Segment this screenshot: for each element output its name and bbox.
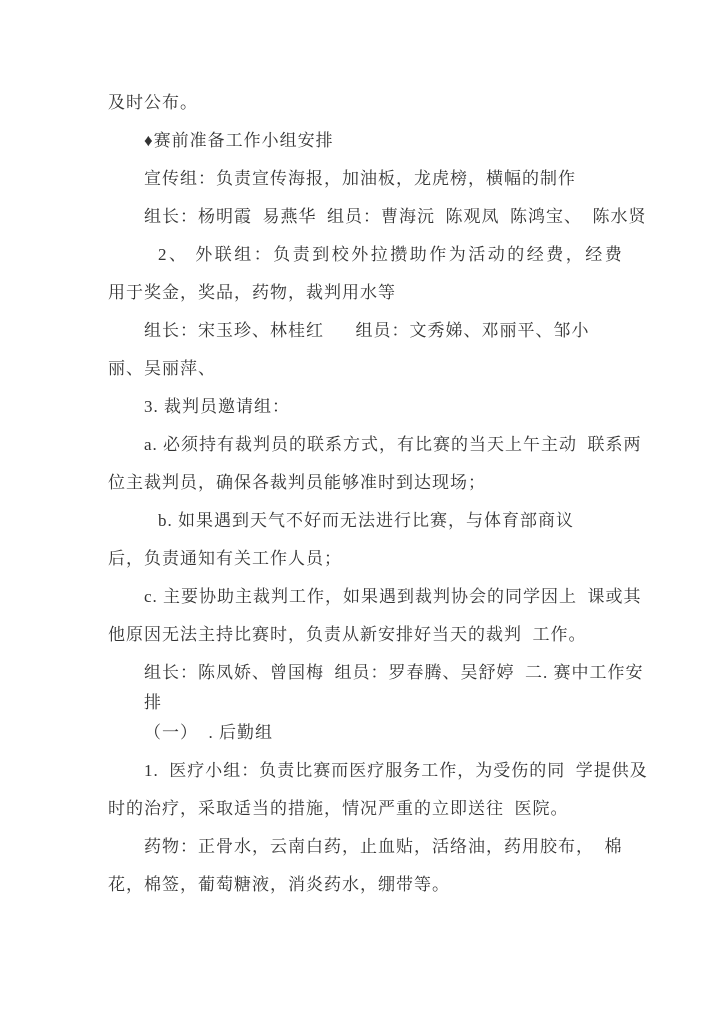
text-line: 花，棉签，葡萄糖液，消炎药水，绷带等。 <box>108 875 450 894</box>
text-line: 后，负责通知有关工作人员； <box>108 549 342 568</box>
heading-line: ♦赛前准备工作小组安排 <box>144 131 334 150</box>
text-line: 丽、吴丽萍、 <box>108 359 216 378</box>
text-line: 组长：陈凤娇、曾国梅 组员：罗春腾、吴舒婷 二. 赛中工作安 <box>144 663 644 682</box>
text-line: 3. 裁判员邀请组： <box>144 397 290 416</box>
text-line: 排 <box>144 693 162 712</box>
text-line: 组长：宋玉珍、林桂红 组员：文秀娣、邓丽平、邹小 <box>144 321 590 340</box>
text-line: 用于奖金，奖品，药物，裁判用水等 <box>108 283 396 302</box>
text-line: 组长：杨明霞 易燕华 组员：曹海沅 陈观凤 陈鸿宝、 陈水贤 <box>144 207 647 226</box>
text-line: 位主裁判员，确保各裁判员能够准时到达现场； <box>108 473 486 492</box>
text-line: 时的治疗，采取适当的措施，情况严重的立即送往 医院。 <box>108 799 569 818</box>
text-line: 他原因无法主持比赛时，负责从新安排好当天的裁判 工作。 <box>108 625 587 644</box>
text-line: 2、 外联组：负责到校外拉攒助作为活动的经费，经费 <box>158 245 625 264</box>
text-line: a. 必须持有裁判员的联系方式，有比赛的当天上午主动 联系两 <box>144 435 642 454</box>
text-line: b. 如果遇到天气不好而无法进行比赛，与体育部商议 <box>158 511 574 530</box>
text-line: （一） . 后勤组 <box>144 723 273 742</box>
text-line: 药物：正骨水，云南白药，止血贴，活络油，药用胶布， 棉 <box>144 837 623 856</box>
text-line: 宣传组：负责宣传海报，加油板，龙虎榜，横幅的制作 <box>144 169 576 188</box>
text-line: c. 主要协助主裁判工作，如果遇到裁判协会的同学因上 课或其 <box>144 587 642 606</box>
text-line: 1. 医疗小组：负责比赛而医疗服务工作，为受伤的同 学提供及 <box>144 761 648 780</box>
text-line: 及时公布。 <box>108 93 198 112</box>
